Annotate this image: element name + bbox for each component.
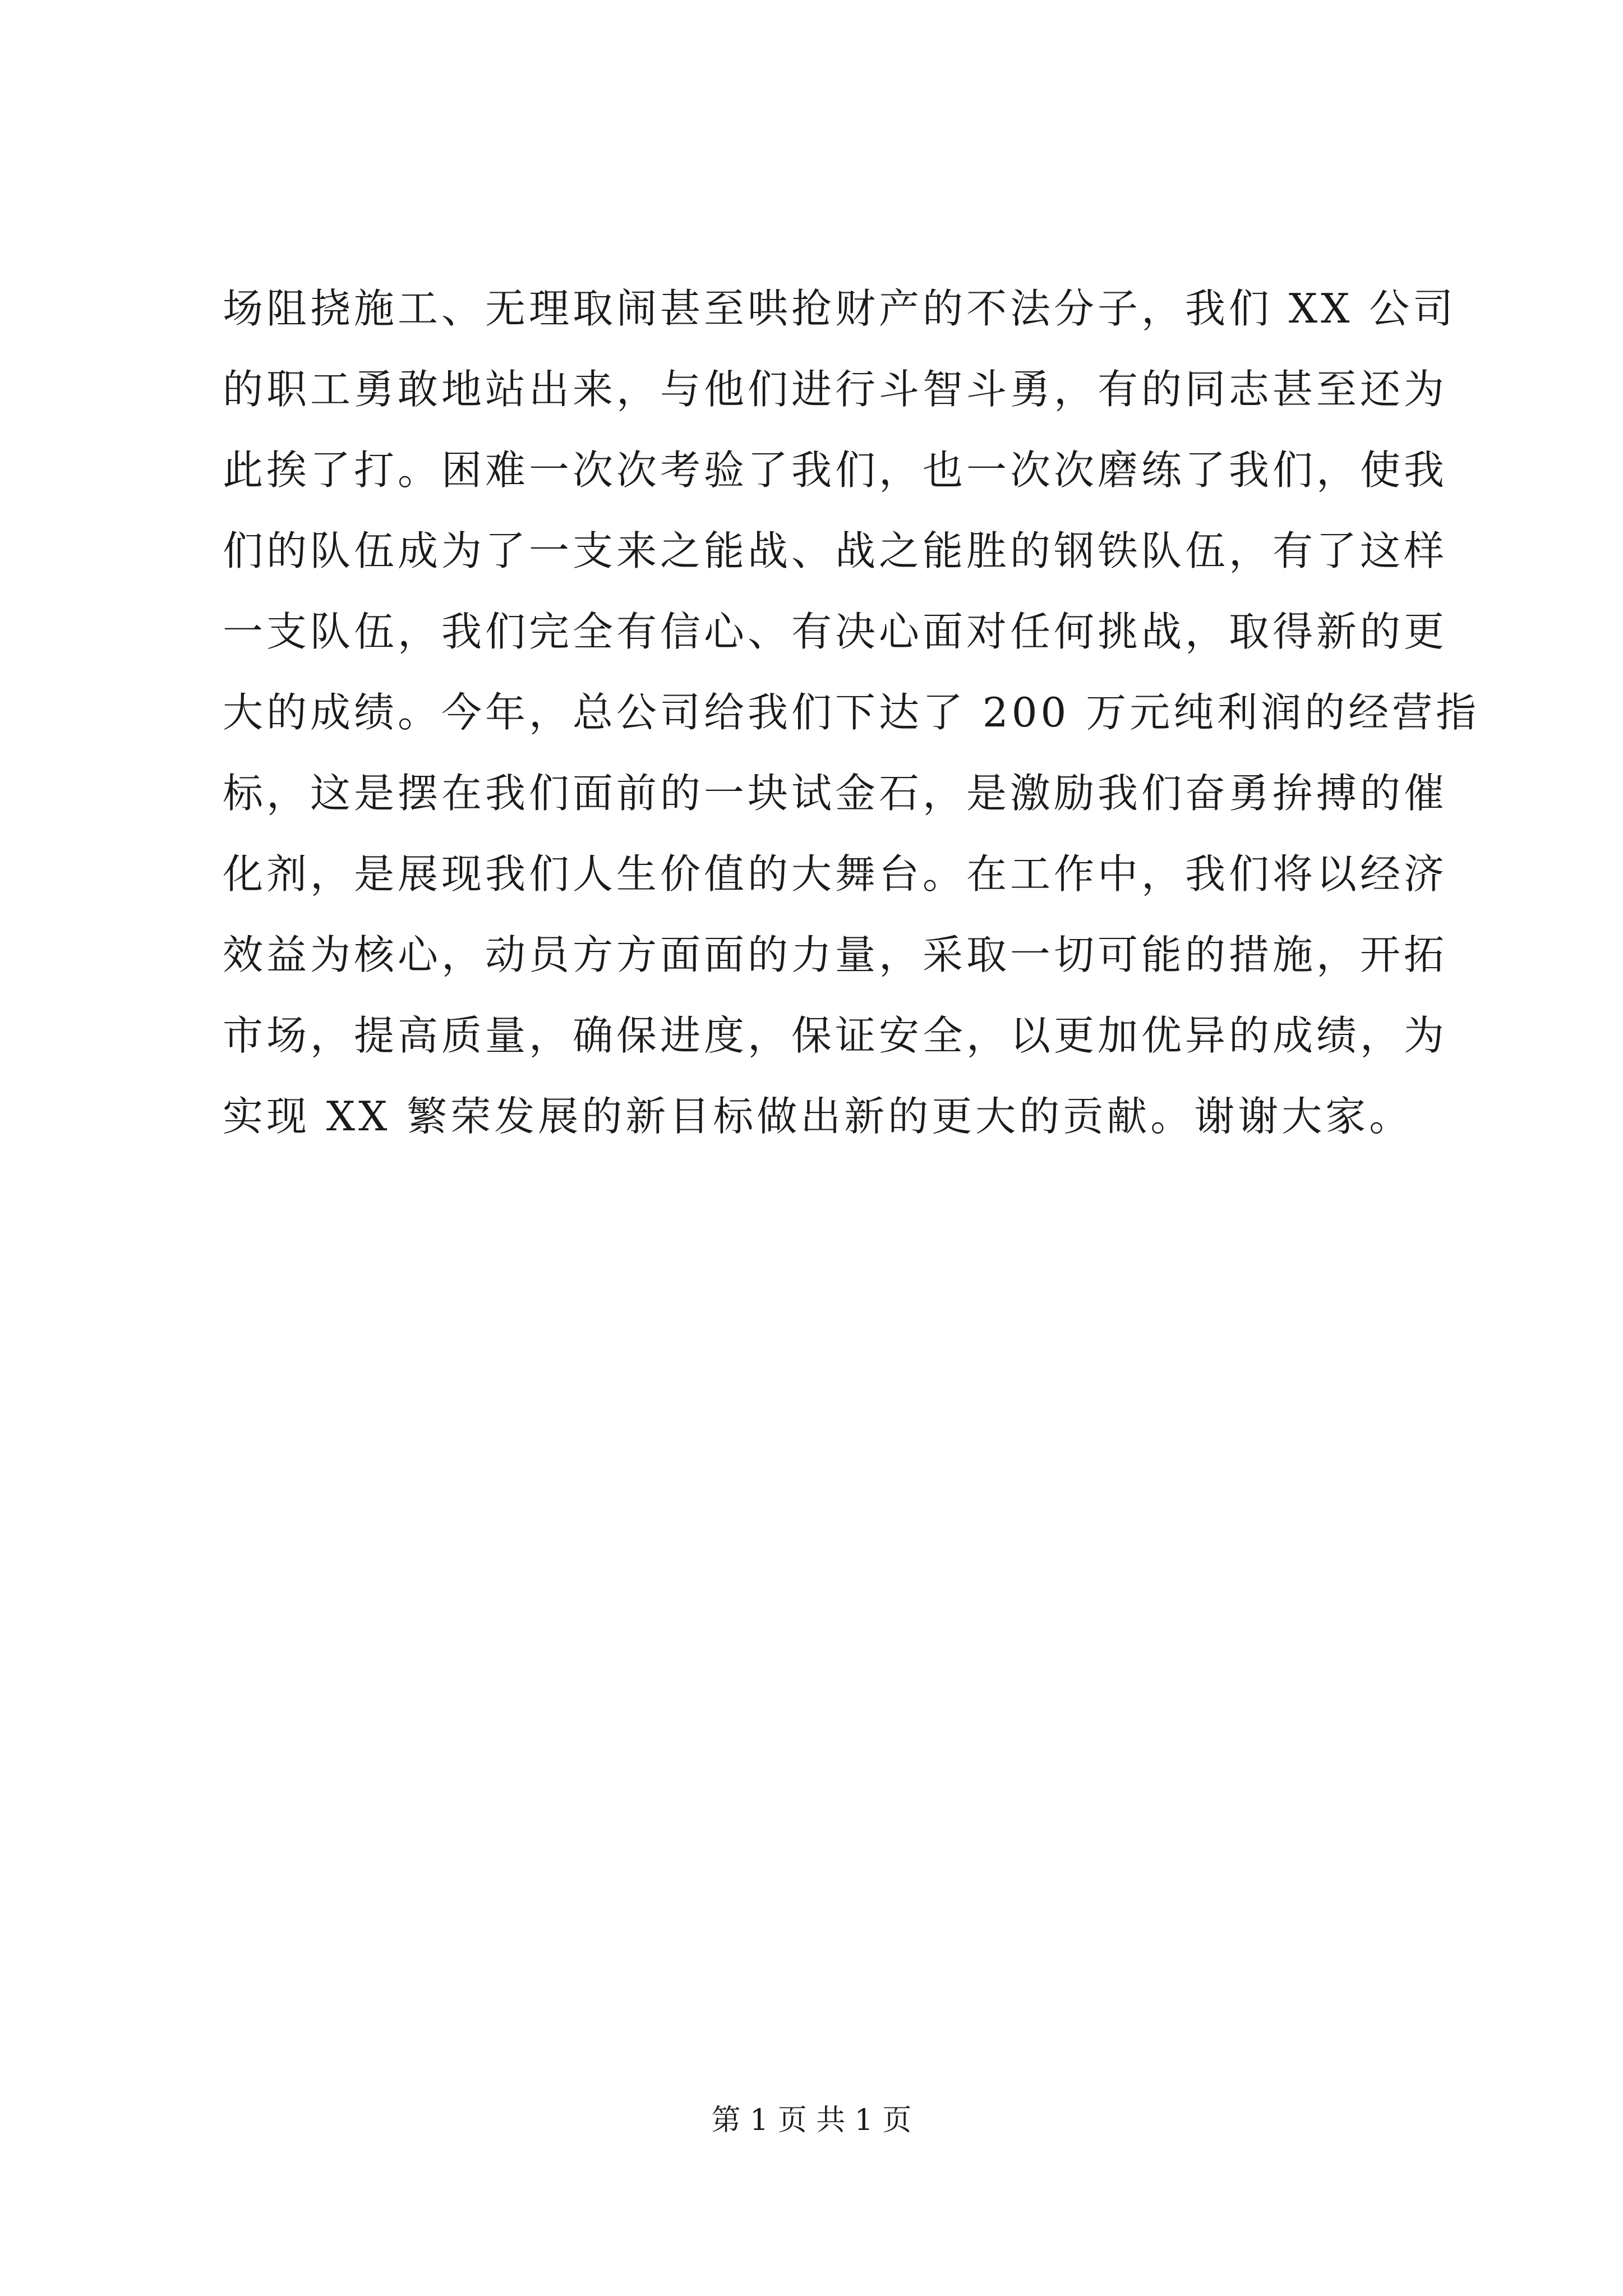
paragraph-line: 市场，提高质量，确保进度，保证安全，以更加优异的成绩，为 [223, 1012, 1448, 1059]
paragraph-line: 场阻挠施工、无理取闹甚至哄抢财产的不法分子，我们 XX 公司 [223, 285, 1457, 332]
page-number-footer: 第 1 页 共 1 页 [711, 2104, 912, 2137]
paragraph-line: 实现 XX 繁荣发展的新目标做出新的更大的贡献。谢谢大家。 [223, 1093, 1413, 1140]
paragraph-line: 一支队伍，我们完全有信心、有决心面对任何挑战，取得新的更 [223, 608, 1448, 655]
paragraph-line: 的职工勇敢地站出来，与他们进行斗智斗勇，有的同志甚至还为 [223, 366, 1448, 413]
paragraph-line: 效益为核心，动员方方面面的力量，采取一切可能的措施，开拓 [223, 931, 1448, 978]
body-paragraph [223, 268, 1480, 1157]
paragraph-line: 此挨了打。困难一次次考验了我们，也一次次磨练了我们，使我 [223, 447, 1448, 494]
paragraph-line: 们的队伍成为了一支来之能战、战之能胜的钢铁队伍，有了这样 [223, 527, 1448, 574]
paragraph-line: 化剂，是展现我们人生价值的大舞台。在工作中，我们将以经济 [223, 850, 1448, 898]
paragraph-line: 标，这是摆在我们面前的一块试金石，是激励我们奋勇拚搏的催 [223, 770, 1448, 817]
paragraph-line: 大的成绩。今年，总公司给我们下达了 200 万元纯利润的经营指 [223, 689, 1480, 736]
